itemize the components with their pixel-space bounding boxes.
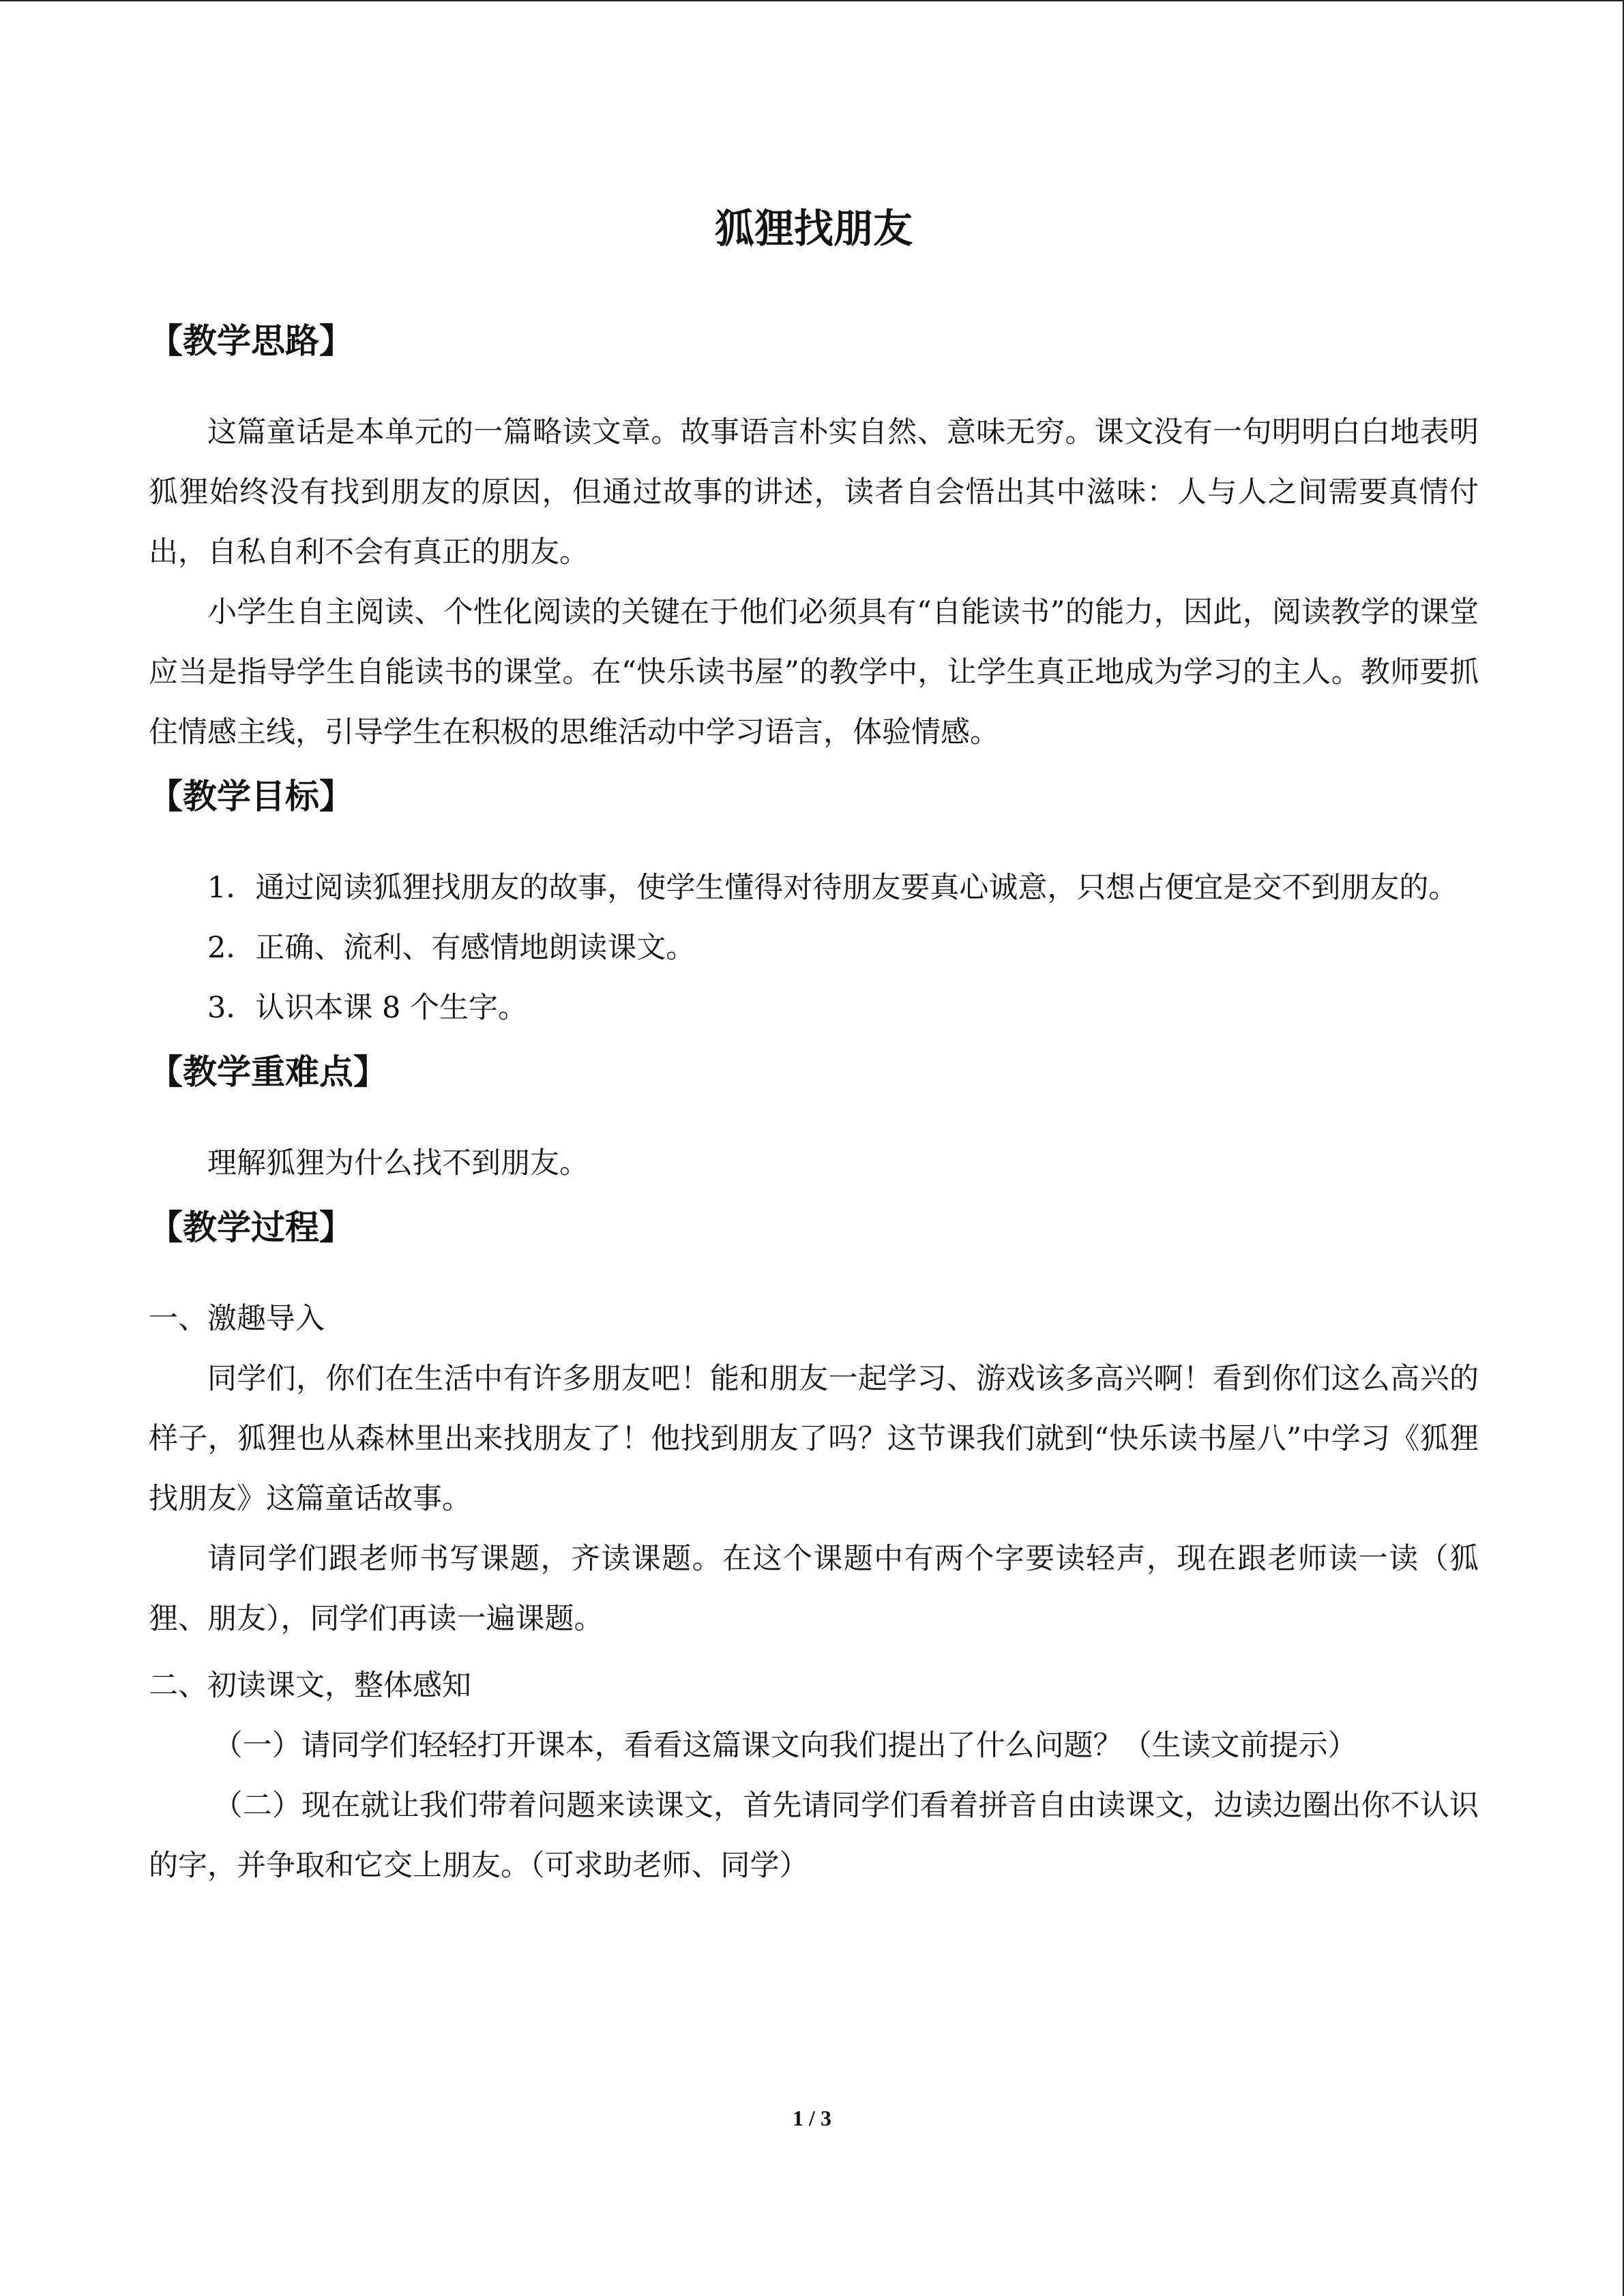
process-step-1-title: 一、激趣导入 xyxy=(149,1302,325,1336)
section-heading-process: 【教学过程】 xyxy=(149,1208,353,1247)
goal-item-3: 3．认识本课 8 个生字。 xyxy=(207,991,528,1025)
process-step-1-paragraph-1: 同学们，你们在生活中有许多朋友吧！能和朋友一起学习、游戏该多高兴啊！看到你们这么高兴的样子，狐狸也从森林里出来找朋友了！他找到朋友了吗？这节课我们就到“快乐读书屋八”中学习《狐狸找朋友》这篇童话故事。 xyxy=(149,1362,1479,1516)
section-heading-goals: 【教学目标】 xyxy=(149,777,353,816)
page-number: 1 / 3 xyxy=(793,2106,831,2130)
section-heading-approach: 【教学思路】 xyxy=(149,321,353,361)
process-step-1-paragraph-2: 请同学们跟老师书写课题，齐读课题。在这个课题中有两个字要读轻声，现在跟老师读一读（狐狸、朋友），同学们再读一遍课题。 xyxy=(149,1542,1479,1636)
section-heading-key-points: 【教学重难点】 xyxy=(149,1052,387,1092)
approach-paragraph-2: 小学生自主阅读、个性化阅读的关键在于他们必须具有“自能读书”的能力，因此，阅读教学的课堂应当是指导学生自能读书的课堂。在“快乐读书屋”的教学中，让学生真正地成为学习的主人。教师要抓住情感主线，引导学生在积极的思维活动中学习语言，体验情感。 xyxy=(149,595,1479,749)
approach-paragraph-1: 这篇童话是本单元的一篇略读文章。故事语言朴实自然、意味无穷。课文没有一句明明白白地表明狐狸始终没有找到朋友的原因，但通过故事的讲述，读者自会悟出其中滋味：人与人之间需要真情付出，自私自利不会有真正的朋友。 xyxy=(149,415,1479,569)
process-step-2-title: 二、初读课文，整体感知 xyxy=(149,1669,471,1703)
key-points-paragraph: 理解狐狸为什么找不到朋友。 xyxy=(207,1146,589,1180)
goal-item-2: 2．正确、流利、有感情地朗读课文。 xyxy=(207,931,696,965)
page-border-top xyxy=(0,0,1624,1)
goal-item-1: 1．通过阅读狐狸找朋友的故事，使学生懂得对待朋友要真心诚意，只想占便宜是交不到朋友的。 xyxy=(207,871,1458,905)
process-step-2-paragraph-1: （一）请同学们轻轻打开课本，看看这篇课文向我们提出了什么问题？（生读文前提示） xyxy=(213,1729,1357,1763)
page-title: 狐狸找朋友 xyxy=(714,205,913,252)
document-body xyxy=(149,198,1479,1896)
process-step-2-paragraph-2: （二）现在就让我们带着问题来读课文，首先请同学们看着拼音自由读课文，边读边圈出你不认识的字，并争取和它交上朋友。（可求助老师、同学） xyxy=(149,1789,1479,1883)
